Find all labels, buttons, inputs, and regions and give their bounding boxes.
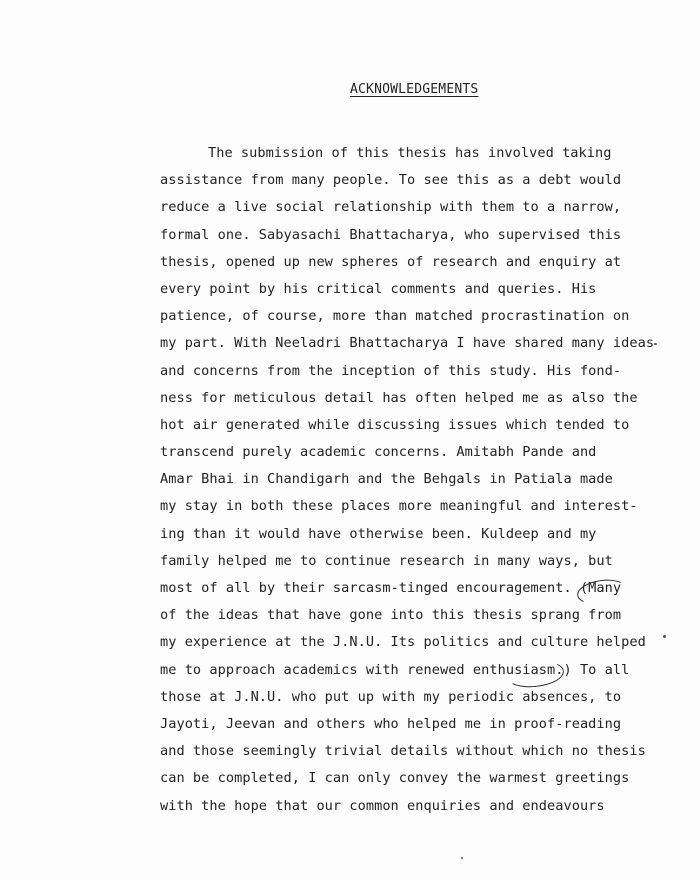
text-line: formal one. Sabyasachi Bhattacharya, who supervised this [160,226,622,243]
text-line: my stay in both these places more meaningful and interest- [160,498,638,515]
text-line: Jayoti, Jeevan and others who helped me in proof-reading [160,715,622,732]
text-line: hot air generated while discussing issues which tended to [160,416,630,433]
text-line: and concerns from the inception of this study. His fond- [160,362,622,379]
ink-speck [663,635,666,638]
text-line: most of all by their sarcasm-tinged encouragement. (Many [160,580,622,596]
text-line: my experience at the J.N.U. Its politics and culture helped [160,634,646,651]
text-line: of the ideas that have gone into this thesis sprang from [160,607,622,624]
text-line: thesis, opened up new spheres of research and enquiry at [160,253,622,270]
text-line: and those seemingly trivial details without which no thesis [160,743,646,760]
text-line: Amar Bhai in Chandigarh and the Behgals in Patiala made [160,471,613,488]
text-line: can be completed, I can only convey the warmest greetings [160,770,630,787]
text-line: reduce a live social relationship with them to a narrow, [160,199,622,216]
text-line: ness for meticulous detail has often helped me as also the [160,389,638,406]
page-heading: ACKNOWLEDGEMENTS [350,82,479,97]
text-line: patience, of course, more than matched procrastination on [160,308,630,325]
acknowledgement-paragraph [160,140,660,820]
text-line: my part. With Neeladri Bhattacharya I have shared many ideas [160,335,655,352]
text-line: family helped me to continue research in many ways, but [160,552,613,569]
text-line: ing than it would have otherwise been. Kuldeep and my [160,525,597,542]
text-line: with the hope that our common enquiries and endeavours [160,797,605,814]
text-line: me to approach academics with renewed enthusiasm.) To all [160,661,630,678]
text-line: The submission of this thesis has involved taking [208,145,612,161]
ink-speck [461,857,463,859]
text-line: every point by his critical comments and queries. His [160,280,597,297]
text-line: those at J.N.U. who put up with my periodic absences, to [160,688,622,705]
text-line: assistance from many people. To see this as a debt would [160,172,622,189]
text-line: transcend purely academic concerns. Amitabh Pande and [160,444,597,461]
ink-speck [654,343,657,345]
